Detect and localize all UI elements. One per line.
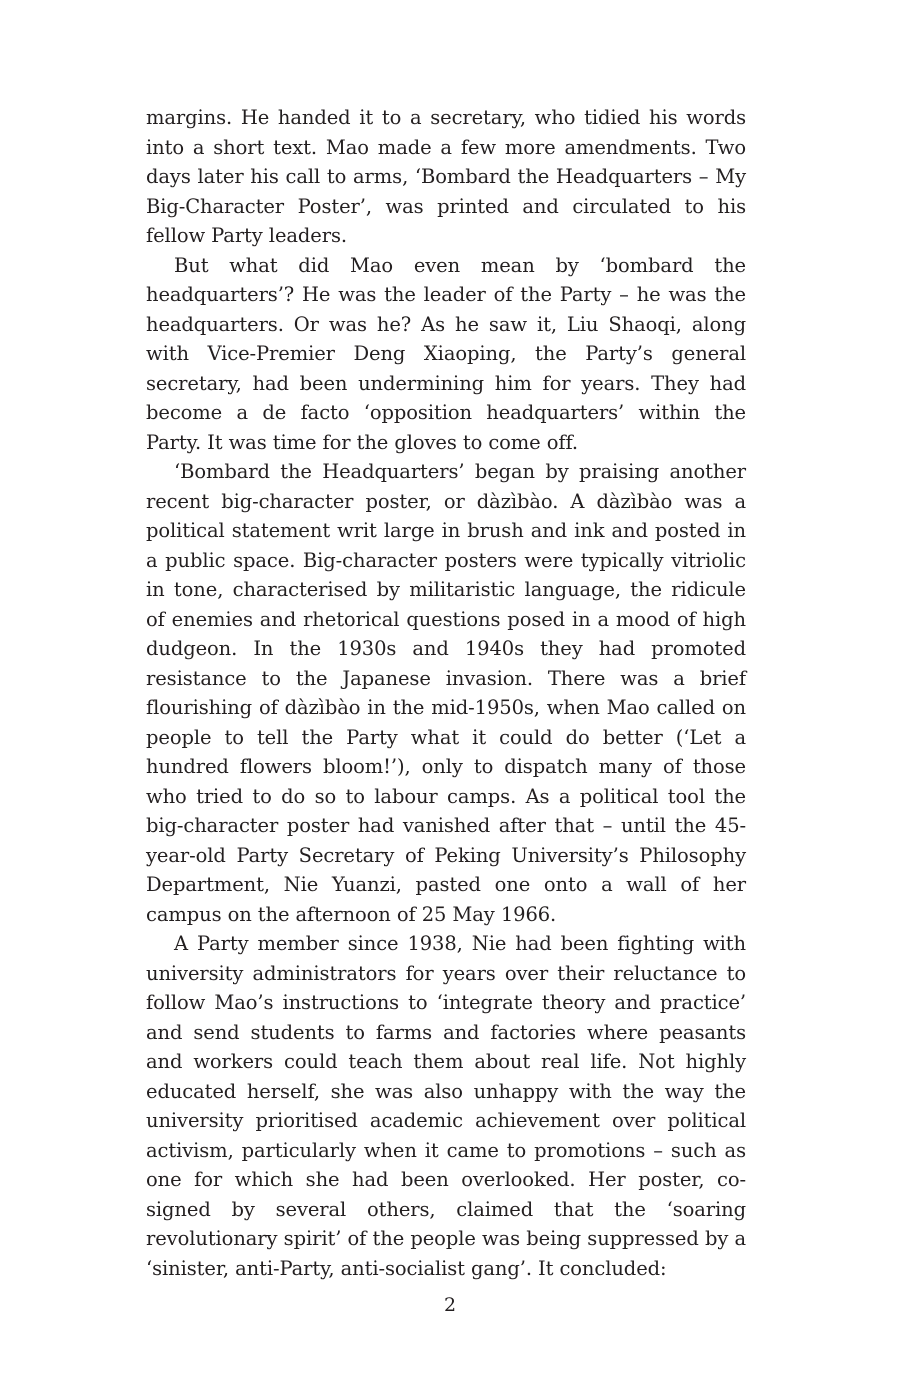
paragraph-1: margins. He handed it to a secretary, who tidied his words into a short text. Mao made a few more amendments. Two days later his call to arms, ‘Bombard the Headquarters – My Big-Character Poster’, was printed and circulated to his fellow Party leaders. — [146, 106, 746, 247]
body-text — [146, 103, 746, 1283]
paragraph-2: But what did Mao even mean by ‘bombard the headquarters’? He was the leader of the Party – he was the headquarters. Or was he? As he saw it, Liu Shaoqi, along with Vice-Premier Deng Xiaoping, the Party’s general secretary, had been undermining him for years. They had become a de facto ‘opposition headquarters’ within the Party. It was time for the gloves to come off. — [146, 253, 746, 454]
page-number: 2 — [443, 1294, 457, 1316]
paragraph-3: ‘Bombard the Headquarters’ began by praising another recent big-character poster, or dàzìbào. A dàzìbào was a political statement writ large in brush and ink and posted in a public space. Big-character posters were typically vitriolic in tone, characterised by militaristic language, the ridicule of enemies and rhetorical questions posed in a mood of high dudgeon. In the 1930s and 1940s they had promoted resistance to the Japanese invasion. There was a brief flourishing of dàzìbào in the mid-1950s, when Mao called on people to tell the Party what it could do better (‘Let a hundred flowers bloom!’), only to dispatch many of those who tried to do so to labour camps. As a political tool the big-character poster had vanished after that – until the 45-year-old Party Secretary of Peking University’s Philosophy Department, Nie Yuanzi, pasted one onto a wall of her campus on the afternoon of 25 May 1966. — [146, 460, 746, 926]
paragraph-4: A Party member since 1938, Nie had been fighting with university administrators for years over their reluctance to follow Mao’s instructions to ‘integrate theory and practice’ and send students to farms and factories where peasants and workers could teach them about real life. Not highly educated herself, she was also unhappy with the way the university prioritised academic achievement over political activism, particularly when it came to promotions – such as one for which she had been overlooked. Her poster, co-signed by several others, claimed that the ‘soaring revolutionary spirit’ of the people was being suppressed by a ‘sinister, anti-Party, anti-socialist gang’. It concluded: — [146, 932, 746, 1280]
